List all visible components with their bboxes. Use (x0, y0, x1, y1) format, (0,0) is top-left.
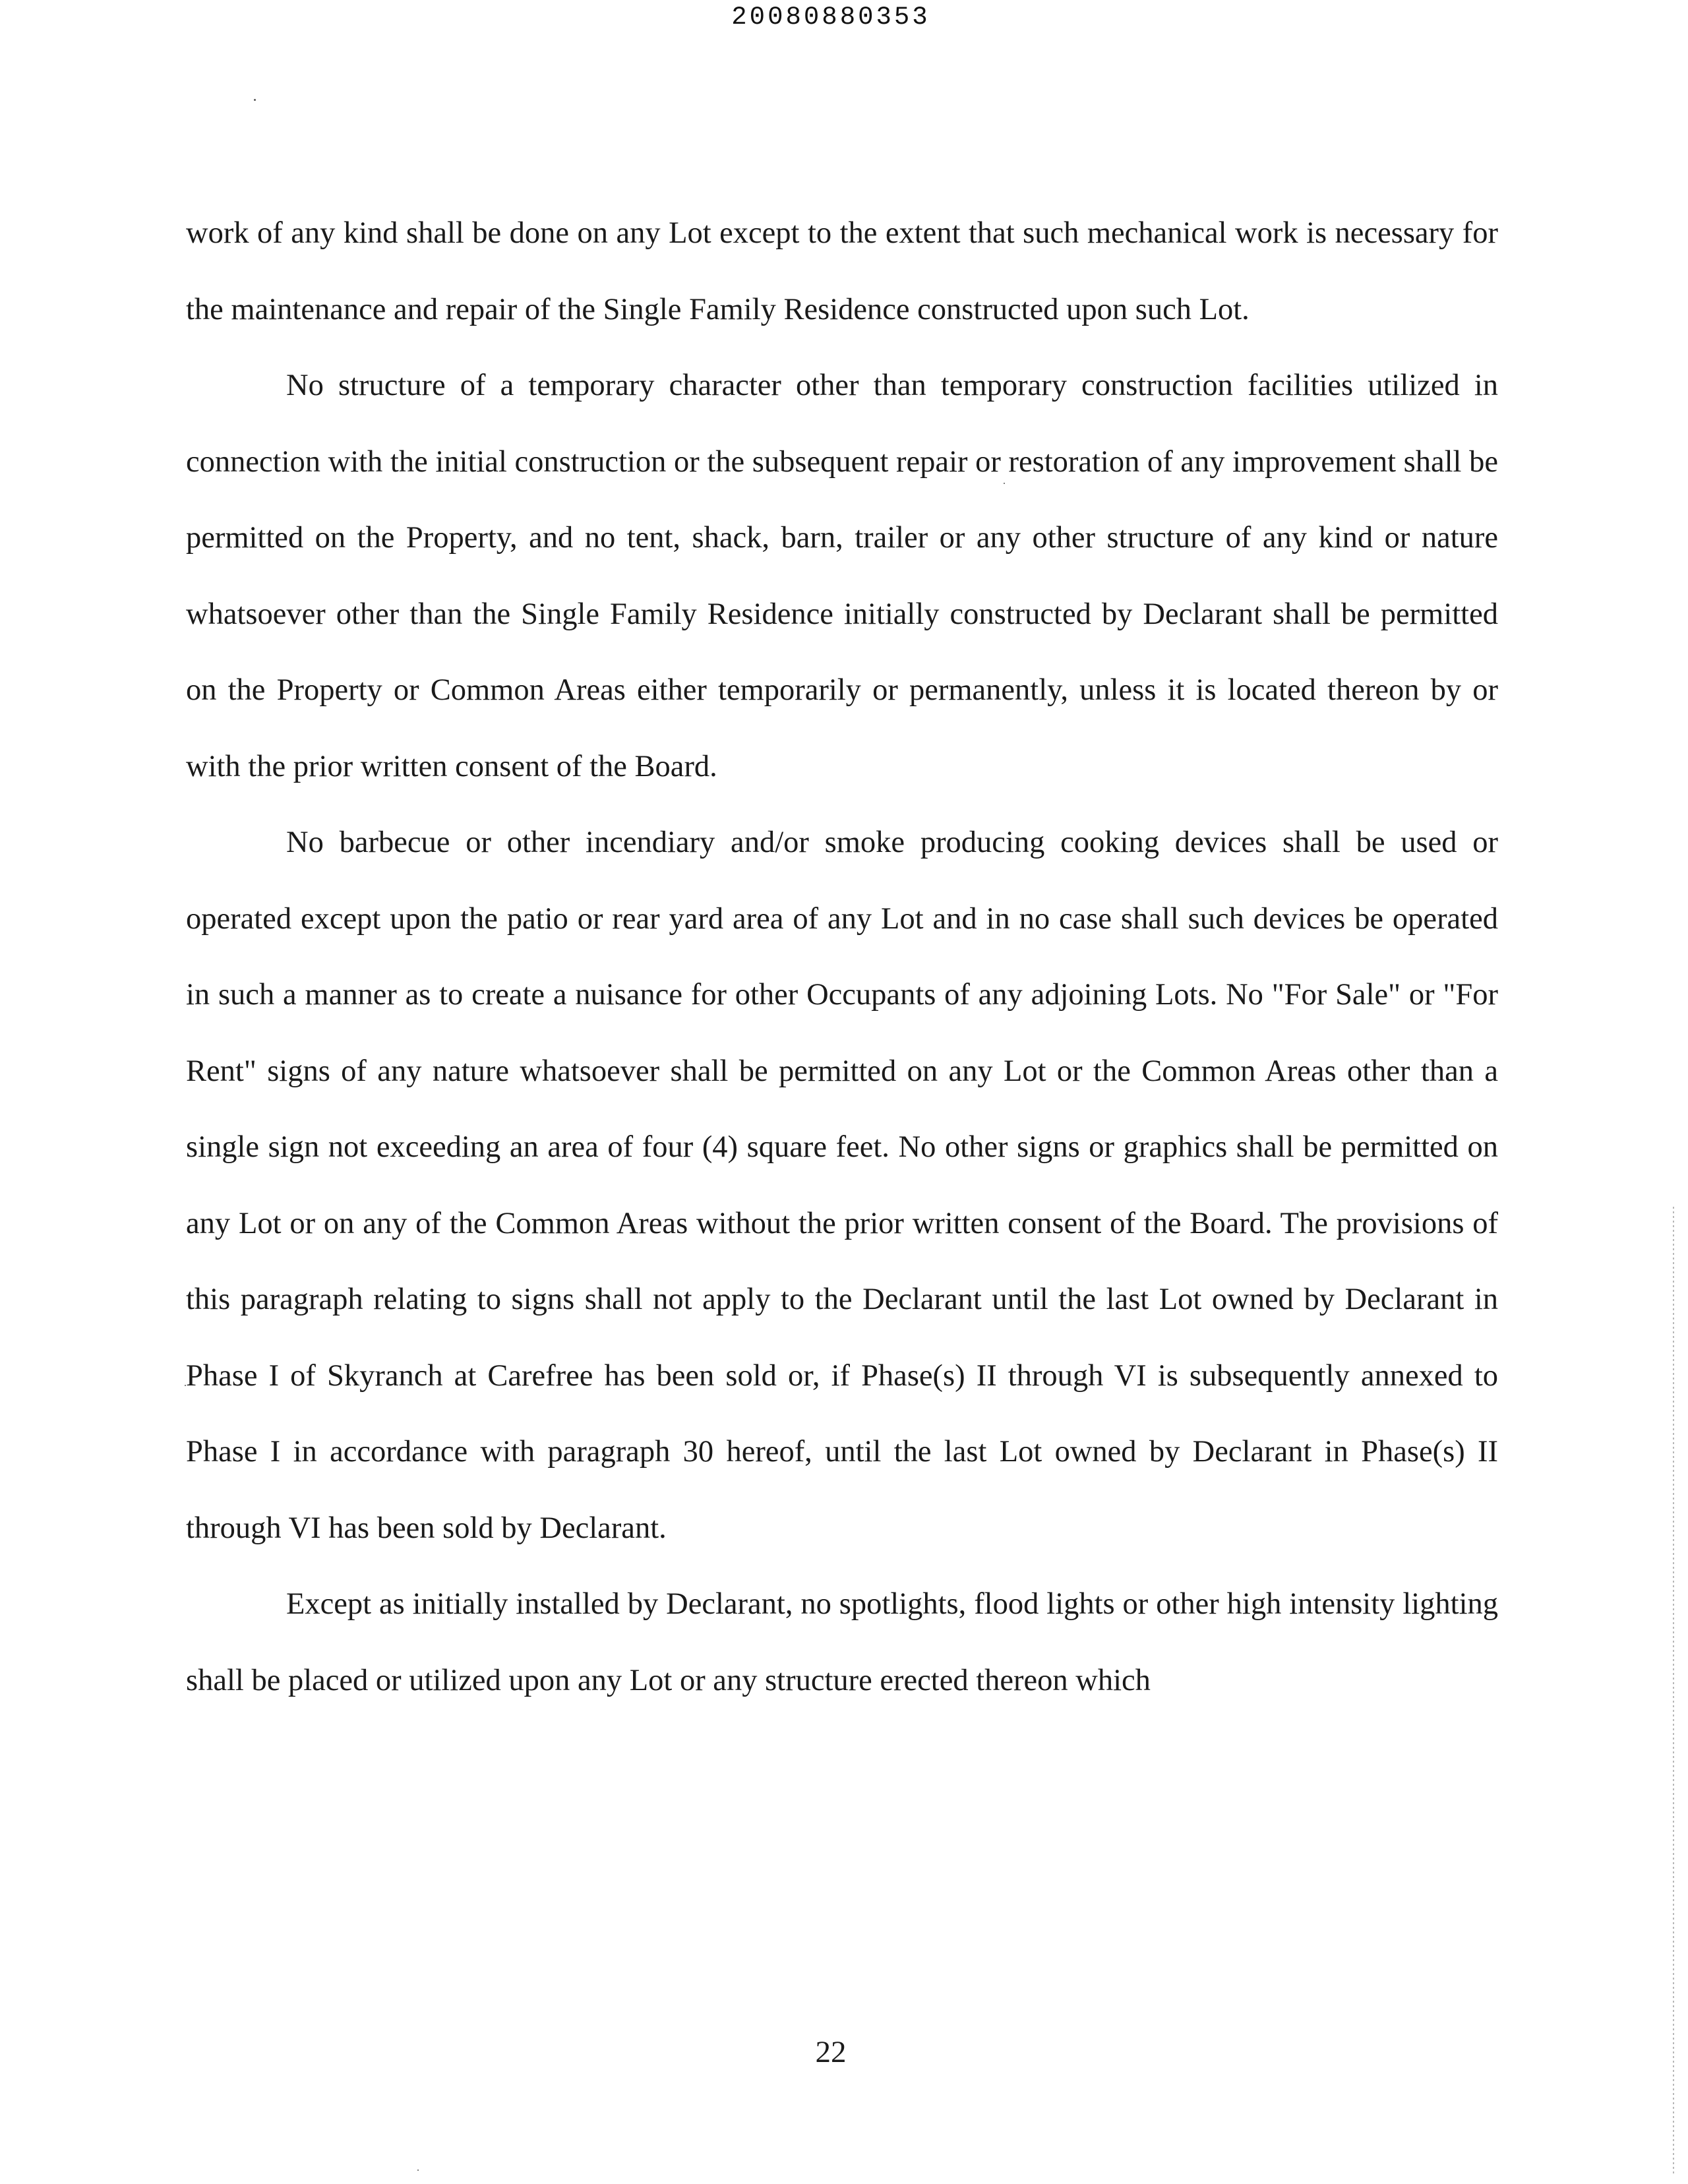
scan-edge-artifact (1673, 1207, 1674, 2176)
scan-speck (254, 99, 256, 101)
paragraph-continuation: work of any kind shall be done on any Lot except to the extent that such mechanical work is necessary for the maintenance and repair of the Single Family Residence constructed upon such Lot. (186, 216, 1498, 326)
page-number: 22 (815, 2035, 847, 2069)
document-number: 20080880353 (731, 3, 930, 32)
paragraph-lighting: Except as initially installed by Declarant, no spotlights, flood lights or other high intensity lighting shall be placed or utilized upon any Lot or any structure erected thereon which (186, 1587, 1498, 1697)
scan-speck (417, 2169, 419, 2171)
paragraph-temporary-structures: No structure of a temporary character other than temporary construction facilities utilized in connection with the initial construction or the subsequent repair or restoration of any improvement shall be permitted on the Property, and no tent, shack, barn, trailer or any other structure of any kind or nature whatsoever other than the Single Family Residence initially constructed by Declarant shall be permitted on the Property or Common Areas either temporarily or permanently, unless it is located thereon by or with the prior written consent of the Board. (186, 369, 1498, 783)
paragraph-barbecue-and-signs: No barbecue or other incendiary and/or smoke producing cooking devices shall be used or operated except upon the patio or rear yard area of any Lot and in no case shall such devices be operated in such a manner as to create a nuisance for other Occupants of any adjoining Lots. No "For Sale" or "For Rent" signs of any nature whatsoever shall be permitted on any Lot or the Common Areas other than a single sign not exceeding an area of four (4) square feet. No other signs or graphics shall be permitted on any Lot or on any of the Common Areas without the prior written consent of the Board. The provisions of this paragraph relating to signs shall not apply to the Declarant until the last Lot owned by Declarant in Phase I of Skyranch at Carefree has been sold or, if Phase(s) II through VI is subsequently annexed to Phase I in accordance with paragraph 30 hereof, until the last Lot owned by Declarant in Phase(s) II through VI has been sold by Declarant. (186, 826, 1498, 1545)
document-body (186, 195, 1498, 1718)
